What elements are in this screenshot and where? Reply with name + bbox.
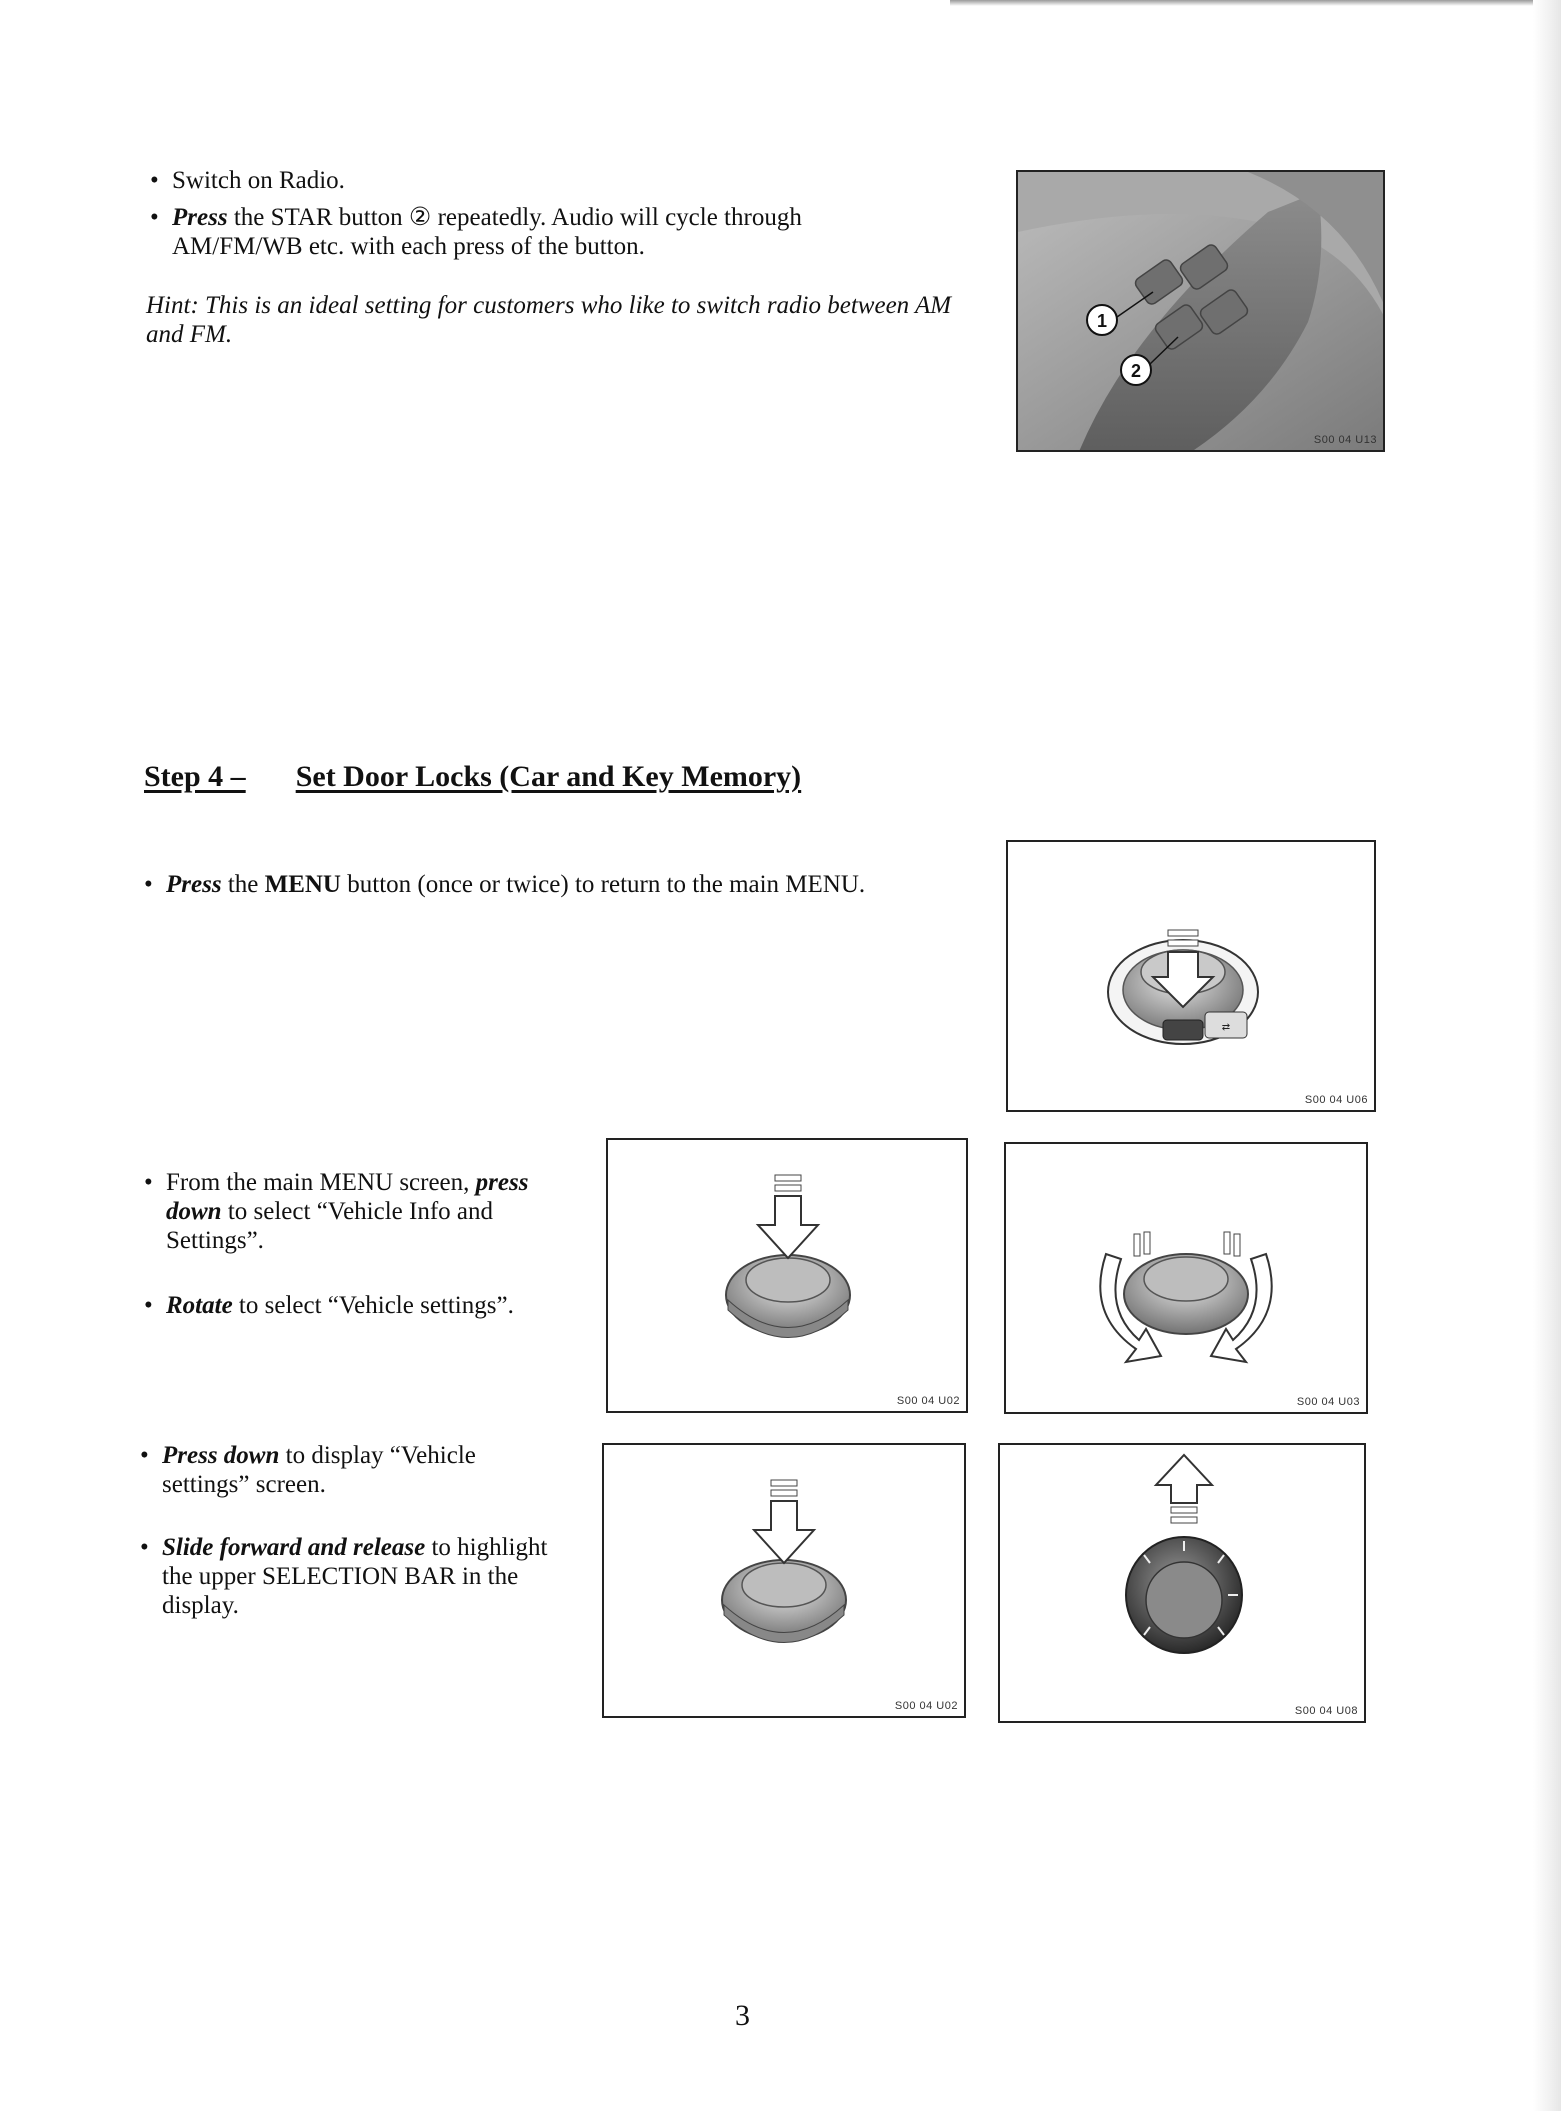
bullet-slide-forward [140, 1533, 580, 1620]
figure-knob-rotate [1004, 1142, 1368, 1414]
figure-knob-slide-forward [998, 1443, 1366, 1723]
bullet-press-star [150, 203, 890, 261]
knob-press-down-illustration [608, 1140, 968, 1413]
callout-1-label: 1 [1096, 311, 1108, 331]
emphasis-press-down: press down [166, 1169, 529, 1225]
figure-knob-press-down-2 [602, 1443, 966, 1718]
figure-steering-wheel-buttons [1016, 170, 1385, 452]
bullet-text-b: to select “Vehicle settings”. [238, 1292, 514, 1319]
knob-press-down-illustration-2 [604, 1445, 966, 1718]
knob-rotate-illustration [1006, 1144, 1368, 1414]
bullet-dot: • [140, 1534, 149, 1561]
figure-code: S00 04 U08 [1294, 1705, 1358, 1717]
figure-knob-press-down [606, 1138, 968, 1413]
emphasis-press: Press [166, 871, 222, 898]
bullet-press-down-select [144, 1168, 564, 1255]
bullet-dot: • [144, 871, 153, 898]
figure-code: S00 04 U06 [1304, 1094, 1368, 1106]
hint-text: Hint: This is an ideal setting for customers who like to switch radio between AM and FM. [146, 292, 952, 348]
bullet-text-b: to highlight the upper SELECTION BAR in the display. [162, 1534, 548, 1619]
menu-word: MENU [264, 871, 341, 898]
bullet-text-a: the [227, 871, 259, 898]
figure-controller-menu [1006, 840, 1376, 1112]
figure-code: S00 04 U13 [1313, 434, 1377, 446]
emphasis-press-down: Press down [162, 1442, 280, 1469]
emphasis-rotate: Rotate [166, 1292, 233, 1319]
bullet-text-b: to select “Vehicle Info and Settings”. [166, 1198, 494, 1254]
emphasis-slide-forward: Slide forward and release [162, 1534, 426, 1561]
bullet-text-a: the STAR button [233, 204, 403, 231]
controller-menu-illustration [1008, 842, 1376, 1112]
svg-text:⇄: ⇄ [1221, 1022, 1231, 1033]
step-4-heading [144, 760, 801, 794]
bullet-rotate [144, 1291, 564, 1320]
heading-step-label: Step 4 – [144, 760, 246, 793]
figure-code: S00 04 U03 [1296, 1396, 1360, 1408]
bullet-text-a: From the main MENU screen, [166, 1169, 470, 1196]
scan-edge-top [950, 0, 1561, 6]
circled-number-2: ② [408, 204, 432, 231]
callout-2-label: 2 [1130, 361, 1142, 381]
bullet-press-menu [144, 870, 1024, 899]
bullet-press-down-display [140, 1441, 560, 1499]
bullet-text-b: repeatedly. Audio will cycle through AM/FM/WB etc. with each press of the button. [172, 204, 802, 260]
bullet-text-b: to display “Vehicle settings” screen. [162, 1442, 476, 1498]
page-number: 3 [735, 1999, 750, 2032]
bullet-dot: • [140, 1442, 149, 1469]
figure-code: S00 04 U02 [894, 1700, 958, 1712]
bullet-dot: • [144, 1169, 153, 1196]
bullet-dot: • [144, 1292, 153, 1319]
heading-title: Set Door Locks (Car and Key Memory) [295, 760, 802, 793]
bullet-dot: • [150, 167, 159, 194]
emphasis-press: Press [172, 204, 228, 231]
scan-edge-right [1533, 0, 1561, 2111]
bullet-text: Switch on Radio. [172, 167, 345, 194]
bullet-text-b: button (once or twice) to return to the main MENU. [347, 871, 866, 898]
knob-slide-forward-illustration [1000, 1445, 1366, 1723]
bullet-switch-on-radio [150, 166, 910, 195]
steering-wheel-illustration [1018, 172, 1385, 452]
bullet-dot: • [150, 204, 159, 231]
figure-code: S00 04 U02 [896, 1395, 960, 1407]
